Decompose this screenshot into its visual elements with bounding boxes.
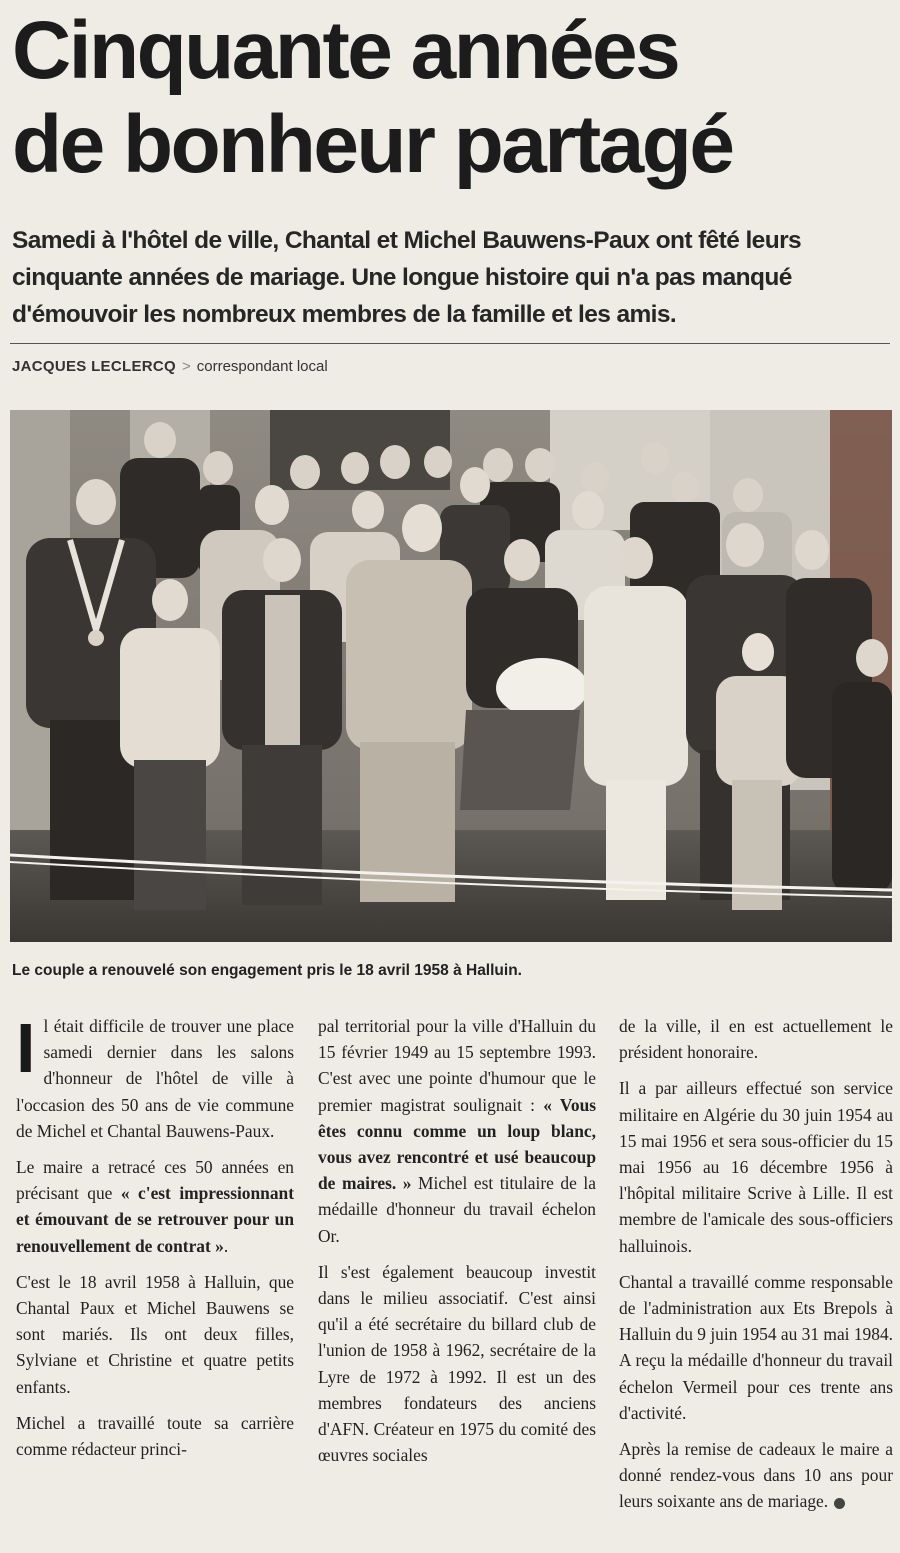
paragraph bbox=[318, 1013, 596, 1249]
article-column-1 bbox=[16, 1009, 294, 1472]
divider bbox=[10, 343, 890, 344]
headline-line-1: Cinquante années bbox=[12, 5, 679, 96]
byline-separator-icon: > bbox=[181, 358, 191, 375]
paragraph bbox=[16, 1009, 294, 1144]
paragraph: de la ville, il en est actuellement le président honoraire. bbox=[619, 1016, 893, 1063]
quote-text: « Vous êtes connu comme un loup blanc, vous avez rencontré et usé beaucoup de maires. » bbox=[318, 1094, 597, 1194]
author-name: JACQUES LECLERCQ bbox=[12, 358, 176, 375]
paragraph-text: Michel est titulaire de la médaille d'honneur du travail échelon Or. bbox=[318, 1173, 596, 1246]
paragraph bbox=[16, 1154, 294, 1259]
end-mark-icon bbox=[834, 1498, 845, 1509]
standfirst: Samedi à l'hôtel de ville, Chantal et Michel Bauwens-Paux ont fêté leurs cinquante années de mariage. Une longue histoire qui n'a pas manqué d'émouvoir les nombreux membres de la famille et les amis. bbox=[12, 227, 802, 328]
paragraph: Il a par ailleurs effectué son service militaire en Algérie du 30 juin 1954 au 15 mai 1956 et sera sous-officier du 15 mai 1956 au 16 décembre 1956 à l'hôpital militaire Scrive à Lille. Il est membre de l'amicale des sous-officiers halluinois. bbox=[619, 1078, 893, 1256]
group-photo bbox=[10, 410, 892, 942]
paragraph-text: Après la remise de cadeaux le maire a donné rendez-vous dans 10 ans pour leurs soixante ans de mariage. bbox=[619, 1439, 893, 1512]
article-column-3 bbox=[619, 1013, 893, 1525]
quote-text: « c'est impressionnant et émouvant de se retrouver pour un renouvellement de contrat » bbox=[16, 1183, 294, 1256]
headline bbox=[12, 4, 892, 192]
paragraph-text: . bbox=[223, 1235, 229, 1256]
photo-caption: Le couple a renouvelé son engagement pris le 18 avril 1958 à Halluin. bbox=[12, 962, 522, 979]
paragraph: Chantal a travaillé comme responsable de l'administration aux Ets Brepols à Halluin du 9 juin 1954 au 31 mai 1984. A reçu la médaille d'honneur du travail échelon Vermeil pour ces trente ans d'activité. bbox=[619, 1271, 893, 1423]
drop-cap: I bbox=[16, 1009, 36, 1087]
paragraph-text: l était difficile de trouver une place samedi dernier dans les salons d'honneur de l'hôtel de ville à l'occasion des 50 ans de vie commune de Michel et Chantal Bauwens-Paux. bbox=[16, 1016, 294, 1141]
paragraph-text: Le maire a retracé ces 50 années en précisant que bbox=[16, 1157, 294, 1204]
paragraph: C'est le 18 avril 1958 à Halluin, que Chantal Paux et Michel Bauwens se sont mariés. Ils ont deux filles, Sylviane et Christine et quatre petits enfants. bbox=[16, 1271, 294, 1397]
article-column-2 bbox=[318, 1013, 596, 1478]
author-role: correspondant local bbox=[196, 358, 328, 375]
paragraph: Michel a travaillé toute sa carrière comme rédacteur princi- bbox=[16, 1412, 294, 1460]
paragraph-text: pal territorial pour la ville d'Halluin du 15 février 1949 au 15 septembre 1993. C'est avec une pointe d'humour que le premier magistrat soulignait : bbox=[318, 1016, 596, 1115]
headline-line-2: de bonheur partagé bbox=[12, 99, 733, 190]
paragraph: Il s'est également beaucoup investit dans le milieu associatif. C'est ainsi qu'il a été secrétaire du billard club de l'union de 1958 à 1962, secrétaire de la Lyre de 1972 à 1992. Il est un des membres fondateurs des anciens d'AFN. Créateur en 1975 du comité des œuvres sociales bbox=[318, 1261, 596, 1466]
byline bbox=[12, 358, 328, 375]
paragraph bbox=[619, 1436, 893, 1515]
